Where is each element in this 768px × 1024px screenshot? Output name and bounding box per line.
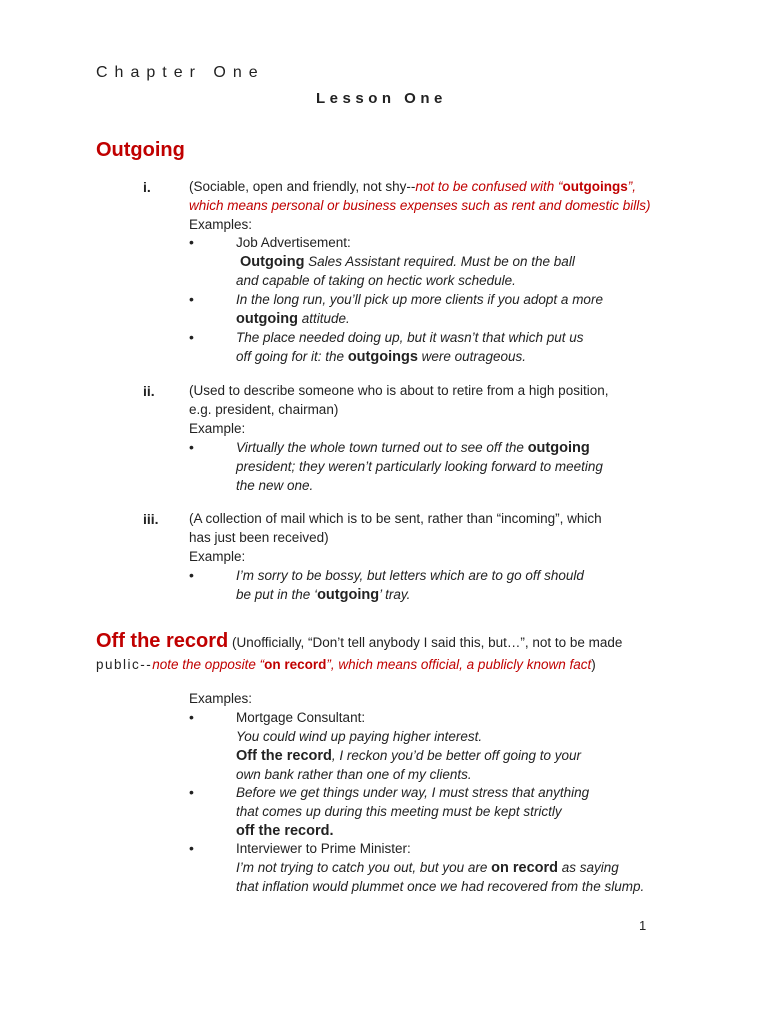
example-text: own bank rather than one of my clients.: [236, 767, 472, 782]
example-text: Virtually the whole town turned out to see off the outgoing: [236, 440, 590, 456]
off-record-intro: Off the record (Unofficially, “Don’t tell anybody I said this, but…”, not to be made: [96, 630, 623, 652]
definition-note: which means personal or business expenses such as rent and domestic bills): [189, 198, 651, 213]
definition-line: e.g. president, chairman): [189, 402, 339, 417]
definition-line: (A collection of mail which is to be sent, rather than “incoming”, which: [189, 511, 602, 526]
example-text: the new one.: [236, 478, 314, 493]
definition-line: has just been received): [189, 530, 329, 545]
example-text: and capable of taking on hectic work schedule.: [236, 273, 516, 288]
example-text: Before we get things under way, I must stress that anything: [236, 785, 590, 800]
example-text: I’m not trying to catch you out, but you are on record as saying: [236, 860, 619, 876]
bullet: •: [189, 329, 194, 345]
bullet: •: [189, 439, 194, 455]
example-label: Example:: [189, 421, 246, 436]
page-number: 1: [639, 918, 647, 933]
example-text: be put in the ‘outgoing’ tray.: [236, 587, 411, 603]
bullet: •: [189, 709, 194, 725]
term-heading-outgoing: Outgoing: [96, 139, 185, 161]
example-text: You could wind up paying higher interest.: [236, 729, 483, 744]
example-text: president; they weren’t particularly looking forward to meeting: [236, 459, 603, 474]
bullet: •: [189, 567, 194, 583]
bullet: •: [189, 784, 194, 800]
example-label: Example:: [189, 549, 246, 564]
bullet: •: [189, 291, 194, 307]
lesson-title: Lesson One: [316, 90, 447, 107]
example-text: Outgoing Sales Assistant required. Must be on the ball: [240, 254, 575, 270]
example-text: off going for it: the outgoings were outrageous.: [236, 349, 526, 365]
example-text: that inflation would plummet once we had recovered from the slump.: [236, 879, 645, 894]
definition-note: public--note the opposite “on record”, which means official, a publicly known fact): [96, 657, 596, 672]
example-text: off the record.: [236, 823, 334, 839]
sense-number: iii.: [143, 511, 159, 527]
chapter-title: Chapter One: [96, 64, 265, 81]
examples-label: Examples:: [189, 217, 253, 232]
example-text: Off the record, I reckon you’d be better off going to your: [236, 748, 582, 764]
definition-line: (Used to describe someone who is about to retire from a high position,: [189, 383, 609, 398]
sense-number: i.: [143, 179, 151, 195]
example-text: In the long run, you’ll pick up more clients if you adopt a more: [236, 292, 603, 307]
example-source: Mortgage Consultant:: [236, 710, 366, 725]
term-heading-off-the-record: Off the record: [96, 630, 229, 652]
bullet: •: [189, 234, 194, 250]
bullet: •: [189, 840, 194, 856]
example-source: Interviewer to Prime Minister:: [236, 841, 411, 856]
example-text: The place needed doing up, but it wasn’t that which put us: [236, 330, 584, 345]
example-text: outgoing attitude.: [236, 311, 350, 327]
definition-line: (Sociable, open and friendly, not shy--not to be confused with “outgoings”,: [189, 179, 636, 194]
example-text: I’m sorry to be bossy, but letters which are to go off should: [236, 568, 584, 583]
example-source: Job Advertisement:: [236, 235, 351, 250]
examples-label: Examples:: [189, 691, 253, 706]
sense-number: ii.: [143, 383, 155, 399]
example-text: that comes up during this meeting must be kept strictly: [236, 804, 562, 819]
